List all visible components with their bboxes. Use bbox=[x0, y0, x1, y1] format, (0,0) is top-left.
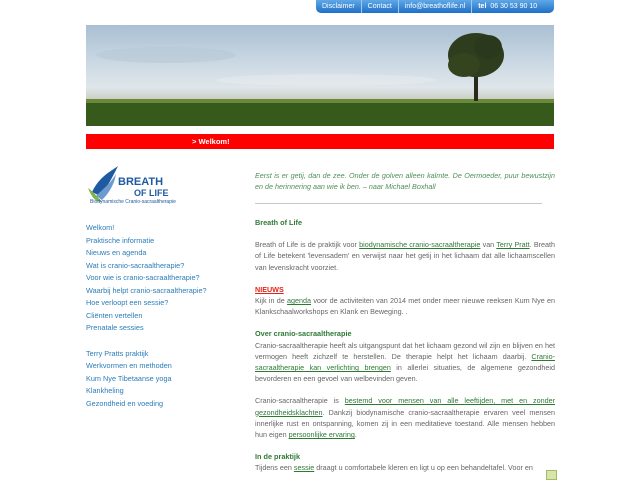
nav-terry-pratt[interactable]: Terry Pratts praktijk bbox=[86, 348, 149, 358]
nav-wat-is[interactable]: Wat is cranio-sacraaltherapie? bbox=[86, 260, 185, 270]
link-agenda[interactable]: agenda bbox=[287, 296, 312, 306]
heading-over-cranio: Over cranio-sacraaltherapie bbox=[255, 329, 352, 339]
logo-wordmark-line2: OF LIFE bbox=[134, 188, 169, 198]
phone-number bbox=[472, 0, 543, 13]
main-content bbox=[255, 217, 555, 474]
paragraph-over-cranio: Cranio-sacraaltherapie heeft als uitgangspunt dat het lichaam gezond wil zijn en blijven en het vermogen heeft zichzelf te herstellen. De therapie helpt het lichaam daarbij. Cranio-sacraaltherapie kan verlichting brengen in allerlei situaties, de algemene gezondheid bevorderen en een gevoel van welbevinden geven. bbox=[255, 340, 555, 384]
nav-hoe-verloopt[interactable]: Hoe verloopt een sessie? bbox=[86, 298, 169, 307]
scroll-to-top-button[interactable] bbox=[546, 470, 557, 480]
nav-welkom[interactable]: Welkom! bbox=[86, 223, 115, 232]
nav-praktische-informatie[interactable]: Praktische informatie bbox=[86, 235, 155, 245]
tel-value: 06 30 53 90 10 bbox=[490, 3, 538, 10]
tel-label: tel bbox=[478, 3, 487, 10]
nav-separator bbox=[86, 335, 236, 348]
nav-waarbij-helpt[interactable]: Waarbij helpt cranio-sacraaltherapie? bbox=[86, 285, 207, 295]
nav-gezondheid[interactable]: Gezondheid en voeding bbox=[86, 398, 164, 408]
section-banner bbox=[86, 134, 554, 149]
logo-subtitle: Biodynamische Cranio-sacraaltherapie bbox=[90, 199, 176, 205]
banner-title: > Welkom! bbox=[192, 137, 230, 146]
logo-wordmark-line1: BREATH bbox=[118, 176, 164, 188]
landscape-illustration bbox=[86, 25, 554, 126]
email-link[interactable]: info@breathoflife.nl bbox=[399, 0, 472, 13]
sidebar-navigation bbox=[86, 222, 236, 410]
disclaimer-link[interactable]: Disclaimer bbox=[316, 0, 362, 13]
link-bestemd[interactable]: bestemd voor mensen van alle leeftijden, met en zonder gezondheidsklachten bbox=[255, 396, 555, 417]
nav-prenatale[interactable]: Prenatale sessies bbox=[86, 323, 144, 332]
contact-link[interactable]: Contact bbox=[362, 0, 399, 13]
quote-text: Eerst is er getij, dan de zee. Onder de golven alleen kalmte. De Oermoeder, puur bewustzijn en de herinnering aan wie ik ben. – naar Michael Boxhall bbox=[255, 171, 555, 191]
nav-klankheling[interactable]: Klankheling bbox=[86, 386, 124, 395]
news-label[interactable]: NIEUWS bbox=[255, 284, 284, 294]
paragraph-news: Kijk in de agenda voor de activiteiten van 2014 met onder meer nieuwe reeksen Kum Nye en Klankschaalworkshops en Klank en Beweging. . bbox=[255, 296, 555, 317]
paragraph-praktijk: Tijdens een sessie draagt u comfortabele kleren en ligt u op een behandeltafel. Voor en bbox=[255, 463, 533, 473]
nav-clienten[interactable]: Cliënten vertellen bbox=[86, 310, 143, 320]
link-sessie[interactable]: sessie bbox=[293, 463, 315, 473]
paragraph-intro: Breath of Life is de praktijk voor biodynamische cranio-sacraaltherapie van Terry Pratt. Breath of Life betekent 'levensadem' en verwijst naar het getij in het lichaam dat alle lichaamscellen van levenskracht voorziet. bbox=[255, 240, 556, 272]
heading-in-de-praktijk: In de praktijk bbox=[255, 452, 301, 462]
paragraph-bestemd: Cranio-sacraaltherapie is bestemd voor mensen van alle leeftijden, met en zonder gezondheidsklachten. Dankzij biodynamische cranio-sacraaltherapie ervaren veel mensen innerlijke rust en ontspanning, komen zij in een meditatieve toestand. Alle mensen hebben hun eigen persoonlijke ervaring. bbox=[255, 396, 555, 440]
hero-image bbox=[86, 25, 554, 126]
nav-kum-nye[interactable]: Kum Nye Tibetaanse yoga bbox=[86, 373, 172, 383]
top-navigation bbox=[316, 0, 554, 13]
link-verlichting[interactable]: Cranio-sacraaltherapie kan verlichting brengen bbox=[255, 351, 555, 373]
link-persoonlijke-ervaring[interactable]: persoonlijke ervaring bbox=[288, 430, 355, 440]
link-terry-pratt[interactable]: Terry Pratt bbox=[496, 240, 530, 250]
nav-voor-wie[interactable]: Voor wie is cranio-sacraaltherapie? bbox=[86, 273, 200, 282]
link-biodynamische[interactable]: biodynamische cranio-sacraaltherapie bbox=[359, 240, 481, 250]
heading-breath-of-life: Breath of Life bbox=[255, 218, 303, 227]
nav-nieuws-agenda[interactable]: Nieuws en agenda bbox=[86, 248, 147, 257]
intro-quote bbox=[255, 170, 555, 204]
nav-werkvormen[interactable]: Werkvormen en methoden bbox=[86, 361, 172, 370]
quote-divider bbox=[255, 203, 542, 204]
